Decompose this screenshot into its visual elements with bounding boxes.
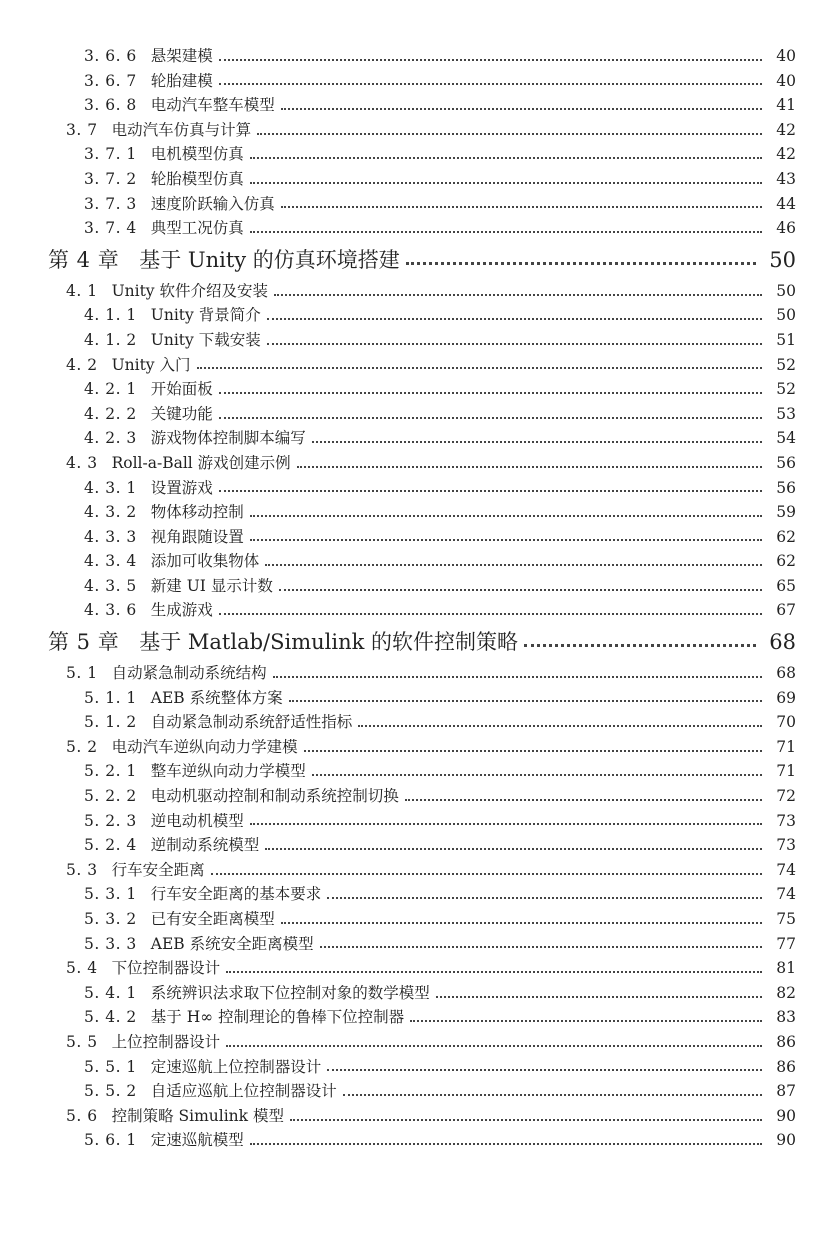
toc-subsection-entry	[0, 1079, 838, 1104]
entry-page-number: 77	[776, 934, 796, 953]
dot-leader	[267, 317, 762, 320]
entry-page-number: 62	[776, 552, 796, 571]
dot-leader	[524, 643, 756, 647]
dot-leader	[250, 1142, 762, 1145]
entry-number: 4. 2. 1	[84, 380, 137, 399]
toc-chapter-entry	[0, 623, 838, 661]
entry-number: 3. 6. 7	[84, 71, 137, 90]
dot-leader	[358, 724, 762, 727]
entry-number: 5. 4. 1	[84, 983, 137, 1002]
toc-subsection-entry	[0, 192, 838, 217]
entry-number: 5. 2. 2	[84, 787, 137, 806]
entry-number: 3. 6. 8	[84, 96, 137, 115]
toc-subsection-entry	[0, 303, 838, 328]
toc-section-entry	[0, 118, 838, 143]
toc-section-entry	[0, 1030, 838, 1055]
toc-subsection-entry	[0, 833, 838, 858]
entry-title: 添加可收集物体	[150, 552, 260, 571]
toc-subsection-entry	[0, 476, 838, 501]
entry-title: 设置游戏	[150, 478, 213, 497]
entry-title: 新建 UI 显示计数	[150, 576, 273, 595]
entry-page-number: 43	[776, 169, 796, 188]
toc-subsection-entry	[0, 500, 838, 525]
entry-title: 电动汽车仿真与计算	[111, 120, 252, 139]
toc-subsection-entry	[0, 574, 838, 599]
dot-leader	[279, 588, 762, 591]
entry-title: 悬架建模	[150, 47, 213, 65]
entry-page-number: 73	[776, 811, 796, 830]
dot-leader	[410, 1019, 762, 1022]
entry-title: AEB 系统安全距离模型	[150, 934, 314, 953]
toc-subsection-entry	[0, 328, 838, 353]
toc-subsection-entry	[0, 1055, 838, 1080]
toc-subsection-entry	[0, 377, 838, 402]
toc-subsection-entry	[0, 142, 838, 167]
entry-number: 3. 7	[66, 120, 98, 139]
entry-title: 下位控制器设计	[111, 959, 221, 978]
entry-number: 3. 7. 4	[84, 219, 137, 238]
toc-section-entry	[0, 735, 838, 760]
toc-subsection-entry	[0, 809, 838, 834]
entry-page-number: 54	[776, 429, 796, 448]
toc-subsection-entry	[0, 93, 838, 118]
entry-page-number: 42	[776, 145, 796, 164]
entry-page-number: 90	[776, 1106, 796, 1125]
dot-leader	[281, 107, 762, 110]
entry-number: 第 5 章	[48, 630, 120, 655]
entry-title: 游戏物体控制脚本编写	[150, 429, 306, 448]
entry-title: 开始面板	[150, 380, 213, 399]
entry-page-number: 40	[776, 47, 796, 65]
dot-leader	[219, 489, 762, 492]
entry-title: 定速巡航上位控制器设计	[150, 1057, 322, 1076]
dot-leader	[312, 773, 762, 776]
entry-page-number: 65	[776, 576, 796, 595]
entry-number: 3. 7. 3	[84, 194, 137, 213]
dot-leader	[281, 205, 762, 208]
entry-number: 3. 7. 2	[84, 169, 137, 188]
entry-page-number: 86	[776, 1032, 796, 1051]
dot-leader	[265, 847, 762, 850]
entry-page-number: 53	[776, 404, 796, 423]
entry-title: 行车安全距离	[111, 860, 205, 879]
entry-number: 5. 5. 1	[84, 1057, 137, 1076]
dot-leader	[343, 1093, 762, 1096]
entry-number: 5. 2. 4	[84, 836, 137, 855]
dot-leader	[320, 945, 762, 948]
entry-title: Unity 入门	[111, 355, 191, 374]
dot-leader	[274, 293, 762, 296]
entry-number: 5. 4. 2	[84, 1008, 137, 1027]
entry-page-number: 68	[776, 664, 796, 683]
toc-subsection-entry	[0, 686, 838, 711]
dot-leader	[250, 230, 762, 233]
entry-title: 轮胎建模	[150, 71, 213, 90]
dot-leader	[250, 181, 762, 184]
entry-page-number: 71	[776, 737, 796, 756]
entry-title: 电动机驱动控制和制动系统控制切换	[150, 787, 399, 806]
entry-number: 5. 3. 1	[84, 885, 137, 904]
entry-page-number: 90	[776, 1131, 796, 1150]
entry-title: 视角跟随设置	[150, 527, 244, 546]
dot-leader	[289, 699, 762, 702]
dot-leader	[406, 261, 756, 265]
toc-subsection-entry	[0, 981, 838, 1006]
entry-title: 系统辨识法求取下位控制对象的数学模型	[150, 983, 430, 1002]
toc-subsection-entry	[0, 1128, 838, 1153]
dot-leader	[281, 921, 762, 924]
entry-number: 4. 3. 2	[84, 503, 137, 522]
dot-leader	[265, 563, 762, 566]
entry-page-number: 87	[776, 1082, 796, 1101]
entry-title: 轮胎模型仿真	[150, 169, 244, 188]
entry-page-number: 69	[776, 688, 796, 707]
entry-title: Unity 背景简介	[150, 306, 261, 325]
entry-page-number: 73	[776, 836, 796, 855]
entry-page-number: 67	[776, 601, 796, 620]
entry-page-number: 41	[776, 96, 796, 115]
entry-title: 基于 H∞ 控制理论的鲁棒下位控制器	[150, 1008, 405, 1027]
entry-page-number: 46	[776, 219, 796, 238]
entry-title: 基于 Unity 的仿真环境搭建	[139, 247, 400, 272]
entry-number: 4. 1. 2	[84, 330, 137, 349]
toc-section-entry	[0, 279, 838, 304]
toc-subsection-entry	[0, 402, 838, 427]
dot-leader	[250, 822, 762, 825]
entry-title: 电动汽车整车模型	[150, 96, 275, 115]
entry-title: 速度阶跃输入仿真	[150, 194, 275, 213]
toc-subsection-entry	[0, 932, 838, 957]
entry-number: 5. 3. 2	[84, 910, 137, 928]
entry-number: 4. 1	[66, 281, 98, 300]
toc-section-entry	[0, 956, 838, 981]
dot-leader	[327, 1068, 762, 1071]
entry-page-number: 52	[776, 355, 796, 374]
toc-subsection-entry	[0, 710, 838, 735]
toc-subsection-entry	[0, 882, 838, 907]
entry-number: 5. 3. 3	[84, 934, 137, 953]
dot-leader	[257, 132, 762, 135]
dot-leader	[250, 156, 762, 159]
entry-page-number: 44	[776, 194, 796, 213]
entry-number: 5. 2. 3	[84, 811, 137, 830]
dot-leader	[267, 342, 762, 345]
entry-title: 上位控制器设计	[111, 1032, 221, 1051]
dot-leader	[219, 391, 762, 394]
toc-subsection-entry	[0, 759, 838, 784]
dot-leader	[290, 1118, 762, 1121]
entry-number: 3. 7. 1	[84, 145, 137, 164]
table-of-contents	[0, 44, 838, 1153]
toc-section-entry	[0, 661, 838, 686]
entry-title: 逆制动系统模型	[150, 836, 260, 855]
entry-number: 5. 5. 2	[84, 1082, 137, 1101]
entry-page-number: 50	[769, 247, 796, 272]
entry-page-number: 70	[776, 713, 796, 732]
entry-page-number: 71	[776, 762, 796, 781]
entry-title: Roll-a-Ball 游戏创建示例	[111, 453, 291, 472]
entry-number: 5. 3	[66, 860, 98, 879]
entry-page-number: 52	[776, 380, 796, 399]
entry-title: 基于 Matlab/Simulink 的软件控制策略	[139, 630, 519, 655]
entry-title: 典型工况仿真	[150, 219, 244, 238]
dot-leader	[297, 465, 762, 468]
entry-title: 自动紧急制动系统结构	[111, 664, 267, 683]
entry-number: 5. 5	[66, 1032, 98, 1051]
dot-leader	[219, 416, 762, 419]
entry-number: 4. 2	[66, 355, 98, 374]
toc-subsection-entry	[0, 907, 838, 932]
entry-number: 4. 1. 1	[84, 306, 137, 325]
entry-number: 5. 1. 1	[84, 688, 137, 707]
entry-page-number: 81	[776, 959, 796, 978]
entry-page-number: 40	[776, 71, 796, 90]
entry-number: 3. 6. 6	[84, 47, 137, 65]
entry-page-number: 50	[776, 281, 796, 300]
toc-subsection-entry	[0, 44, 838, 69]
entry-number: 5. 4	[66, 959, 98, 978]
entry-page-number: 75	[776, 910, 796, 928]
dot-leader	[219, 58, 762, 61]
entry-title: AEB 系统整体方案	[150, 688, 283, 707]
toc-section-entry	[0, 353, 838, 378]
toc-subsection-entry	[0, 216, 838, 241]
entry-page-number: 51	[776, 330, 796, 349]
entry-number: 5. 1. 2	[84, 713, 137, 732]
dot-leader	[226, 1044, 762, 1047]
dot-leader	[250, 538, 762, 541]
entry-number: 5. 1	[66, 664, 98, 683]
entry-number: 4. 2. 2	[84, 404, 137, 423]
toc-subsection-entry	[0, 426, 838, 451]
entry-number: 4. 3. 3	[84, 527, 137, 546]
dot-leader	[250, 514, 762, 517]
toc-chapter-entry	[0, 241, 838, 279]
entry-title: 已有安全距离模型	[150, 910, 275, 928]
entry-page-number: 59	[776, 503, 796, 522]
entry-title: 关键功能	[150, 404, 213, 423]
entry-number: 第 4 章	[48, 247, 120, 272]
dot-leader	[436, 995, 762, 998]
entry-page-number: 68	[769, 630, 796, 655]
toc-subsection-entry	[0, 69, 838, 94]
entry-title: Unity 软件介绍及安装	[111, 281, 268, 300]
toc-subsection-entry	[0, 598, 838, 623]
entry-title: 自动紧急制动系统舒适性指标	[150, 713, 353, 732]
entry-title: 整车逆纵向动力学模型	[150, 762, 306, 781]
toc-section-entry	[0, 1104, 838, 1129]
entry-number: 4. 3. 6	[84, 601, 137, 620]
entry-page-number: 42	[776, 120, 796, 139]
entry-number: 5. 2. 1	[84, 762, 137, 781]
dot-leader	[273, 675, 762, 678]
dot-leader	[197, 366, 763, 369]
dot-leader	[211, 872, 762, 875]
toc-section-entry	[0, 451, 838, 476]
entry-page-number: 74	[776, 860, 796, 879]
entry-title: 电机模型仿真	[150, 145, 244, 164]
entry-page-number: 50	[776, 306, 796, 325]
toc-subsection-entry	[0, 525, 838, 550]
entry-title: 物体移动控制	[150, 503, 244, 522]
entry-title: 电动汽车逆纵向动力学建模	[111, 737, 298, 756]
dot-leader	[312, 440, 762, 443]
dot-leader	[219, 612, 762, 615]
entry-page-number: 72	[776, 787, 796, 806]
entry-title: 定速巡航模型	[150, 1131, 244, 1150]
entry-page-number: 82	[776, 983, 796, 1002]
entry-number: 4. 3	[66, 453, 98, 472]
entry-page-number: 62	[776, 527, 796, 546]
entry-title: 逆电动机模型	[150, 811, 244, 830]
entry-title: 生成游戏	[150, 601, 213, 620]
toc-subsection-entry	[0, 167, 838, 192]
entry-page-number: 56	[776, 478, 796, 497]
dot-leader	[405, 798, 762, 801]
entry-number: 5. 6	[66, 1106, 98, 1125]
entry-number: 4. 2. 3	[84, 429, 137, 448]
dot-leader	[226, 970, 762, 973]
dot-leader	[304, 749, 762, 752]
entry-page-number: 86	[776, 1057, 796, 1076]
toc-subsection-entry	[0, 1005, 838, 1030]
entry-title: 自适应巡航上位控制器设计	[150, 1082, 337, 1101]
dot-leader	[219, 82, 762, 85]
toc-section-entry	[0, 858, 838, 883]
entry-page-number: 56	[776, 453, 796, 472]
entry-page-number: 83	[776, 1008, 796, 1027]
toc-subsection-entry	[0, 549, 838, 574]
dot-leader	[327, 896, 762, 899]
entry-number: 5. 2	[66, 737, 98, 756]
entry-page-number: 74	[776, 885, 796, 904]
entry-number: 4. 3. 4	[84, 552, 137, 571]
entry-title: 行车安全距离的基本要求	[150, 885, 322, 904]
entry-number: 5. 6. 1	[84, 1131, 137, 1150]
entry-title: 控制策略 Simulink 模型	[111, 1106, 284, 1125]
entry-number: 4. 3. 5	[84, 576, 137, 595]
entry-number: 4. 3. 1	[84, 478, 137, 497]
entry-title: Unity 下载安装	[150, 330, 261, 349]
toc-subsection-entry	[0, 784, 838, 809]
